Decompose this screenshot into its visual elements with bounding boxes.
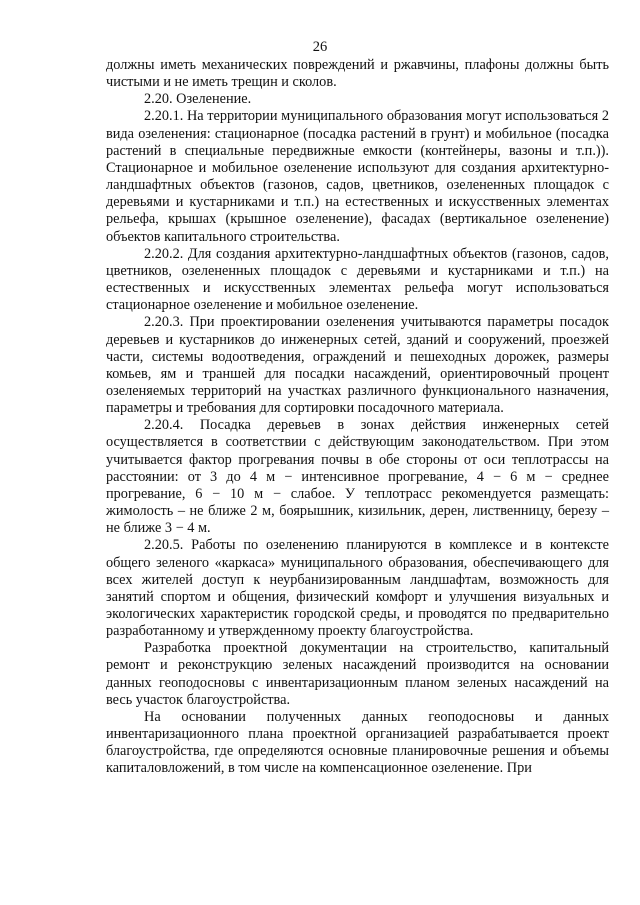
paragraph-continuation: должны иметь механических повреждений и ржавчины, плафоны должны быть чистыми и не иметь трещин и сколов. [106, 57, 609, 91]
paragraph-2-20-1: 2.20.1. На территории муниципального образования могут использоваться 2 вида озеленения: стационарное (посадка растений в грунт) и мобильное (посадка растений в специальные передвижные емкости (контейнеры, вазоны и т.п.)). Стационарное и мобильное озеленение используют для создания архитектурно-ландшафтных объектов (газонов, садов, цветников, озелененных площадок с деревьями и кустарниками и т.п.) на естественных и искусственных элементах рельефа, крышах (крышное озеленение), фасадах (вертикальное озеленение) объектов капитального строительства. [106, 108, 609, 245]
paragraph-geo-basis: На основании полученных данных геоподосновы и данных инвентаризационного плана проектной организацией разрабатывается проект благоустройства, где определяются основные планировочные решения и объемы капиталовложений, в том числе на компенсационное озеленение. При [106, 708, 609, 777]
paragraph-2-20-2: 2.20.2. Для создания архитектурно-ландшафтных объектов (газонов, садов, цветников, озелененных площадок с деревьями и кустарниками и т.п.) на естественных и искусственных элементах рельефа могут использоваться стационарное озеленение и мобильное озеленение. [106, 245, 609, 314]
paragraph-2-20-4: 2.20.4. Посадка деревьев в зонах действия инженерных сетей осуществляется в соответствии с действующим законодательством. При этом учитывается фактор прогревания почвы в обе стороны от оси теплотрассы на расстоянии: от 3 до 4 м − интенсивное прогревание, 4 − 6 м − среднее прогревание, 6 − 10 м − слабое. У теплотрасс рекомендуется размещать: жимолость – не ближе 2 м, боярышник, кизильник, дерен, лиственницу, березу – не ближе 3 − 4 м. [106, 417, 609, 537]
document-body [106, 57, 609, 778]
section-heading-2-20: 2.20. Озеленение. [144, 91, 252, 108]
page-number: 26 [312, 39, 328, 55]
paragraph-project-docs: Разработка проектной документации на строительство, капитальный ремонт и реконструкцию зеленых насаждений производится на основании данных геоподосновы с инвентаризационным планом зеленых насаждений на весь участок благоустройства. [106, 640, 609, 708]
paragraph-2-20-3: 2.20.3. При проектировании озеленения учитываются параметры посадок деревьев и кустарников до инженерных сетей, зданий и сооружений, проезжей части, системы водоотведения, ограждений и пешеходных дорожек, размеры комьев, ям и траншей для посадки насаждений, ориентировочный процент озеленяемых территорий на участках различного функционального назначения, параметры и требования для сортировки посадочного материала. [106, 314, 609, 417]
paragraph-2-20-5: 2.20.5. Работы по озеленению планируются в комплексе и в контексте общего зеленого «каркаса» муниципального образования, обеспечивающего для всех жителей доступ к неурбанизированным ландшафтам, возможность для занятий спортом и общения, физический комфорт и улучшения визуальных и экологических характеристик городской среды, и проводятся по предварительно разработанному и утвержденному проекту благоустройства. [106, 537, 609, 640]
